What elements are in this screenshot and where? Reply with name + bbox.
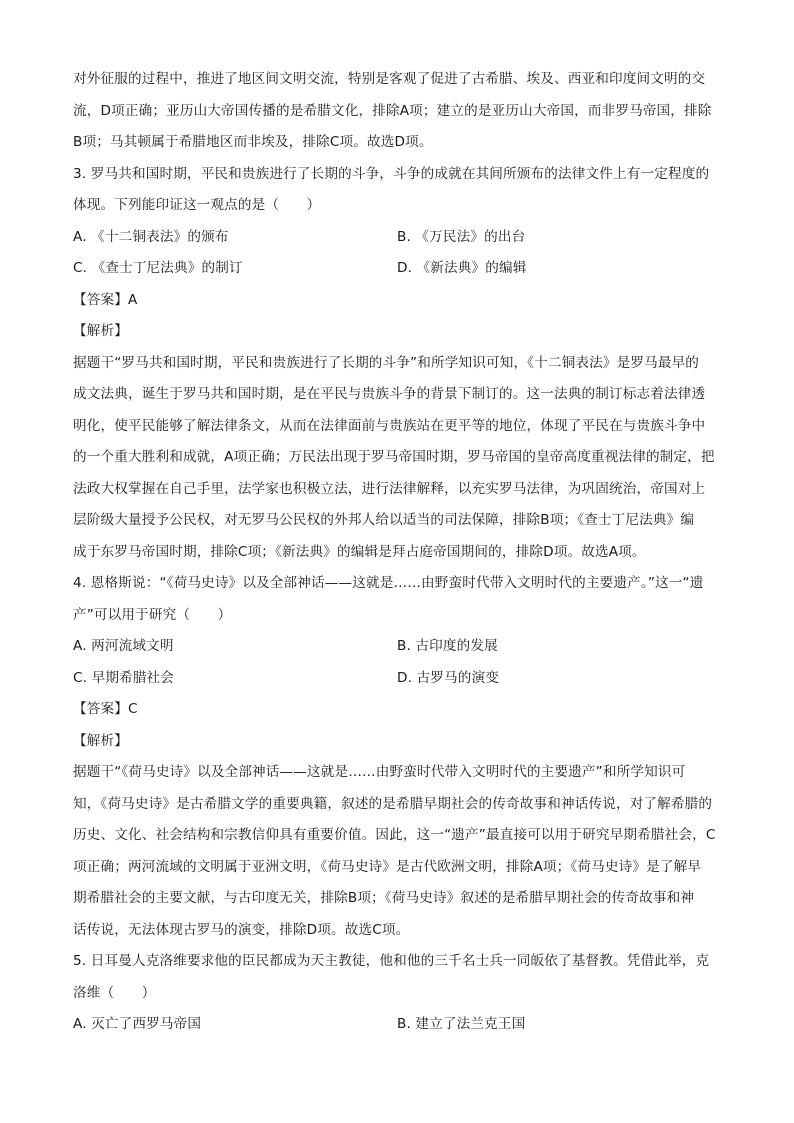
analysis-line: 据题干“罗马共和国时期，平民和贵族进行了长期的斗争”和所学知识可知，《十二铜表法》是罗马最早的	[73, 354, 700, 371]
answer-label: 【答案】C	[73, 701, 138, 717]
analysis-label: 【解析】	[73, 323, 128, 339]
paragraph-line: 流，D项正确；亚历山大帝国传播的是希腊文化，排除A项；建立的是亚历山大帝国，而非罗马帝国，排除	[73, 102, 712, 119]
document-page	[73, 64, 733, 1041]
question-stem: 产”可以用于研究（ ）	[73, 606, 232, 623]
option-a: A. 灭亡了西罗马帝国	[73, 1016, 202, 1032]
analysis-line: 据题干“《荷马史诗》以及全部神话——这就是……由野蛮时代带入文明时代的主要遗产”和所学知识可	[73, 764, 686, 780]
option-b: B. 建立了法兰克王国	[397, 1016, 526, 1032]
option-row	[73, 253, 733, 285]
option-a: A. 两河流域文明	[73, 638, 174, 654]
analysis-line: 话传说，无法体现古罗马的演变，排除D项。故选C项。	[73, 921, 410, 938]
analysis-line: 历史、文化、社会结构和宗教信仰具有重要价值。因此，这一“遗产”最直接可以用于研究早期希腊社会，C	[73, 827, 716, 843]
option-c: C. 《查士丁尼法典》的制订	[73, 260, 243, 276]
paragraph-line: 对外征服的过程中，推进了地区间文明交流，特别是客观了促进了古希腊、埃及、西亚和印度间文明的交	[73, 71, 706, 87]
analysis-line: 法政大权掌握在自己手里，法学家也积极立法，进行法律解释，以充实罗马法律，为巩固统治，帝国对上	[73, 480, 706, 497]
analysis-line: 项正确；两河流域的文明属于亚洲文明，《荷马史诗》是古代欧洲文明，排除A项；《荷马史诗》是了解早	[73, 858, 702, 875]
option-row	[73, 222, 733, 254]
option-b: B. 《万民法》的出台	[397, 228, 526, 245]
analysis-line: 的一个重大胜利和成就，A项正确；万民法出现于罗马帝国时期，罗马帝国的皇帝高度重视法律的制定，把	[73, 449, 715, 465]
option-a: A. 《十二铜表法》的颁布	[73, 228, 229, 245]
option-d: D. 古罗马的演变	[397, 669, 500, 686]
analysis-line: 层阶级大量授予公民权，对无罗马公民权的外邦人给以适当的司法保障，排除B项；《查士丁尼法典》编	[73, 512, 695, 528]
analysis-line: 期希腊社会的主要文献，与古印度无关，排除B项；《荷马史诗》叙述的是希腊早期社会的传奇故事和神	[73, 890, 695, 906]
question-stem: 5. 日耳曼人克洛维要求他的臣民都成为天主教徒，他和他的三千名士兵一同皈依了基督教。凭借此举，克	[73, 953, 710, 969]
analysis-label: 【解析】	[73, 732, 128, 749]
option-row	[73, 631, 733, 663]
option-d: D. 《新法典》的编辑	[397, 260, 527, 276]
question-stem: 体现。下列能印证这一观点的是（ ）	[73, 197, 321, 213]
option-row	[73, 1009, 733, 1041]
analysis-line: 成于东罗马帝国时期，排除C项；《新法典》的编辑是拜占庭帝国期间的，排除D项。故选A项。	[73, 543, 646, 560]
option-c: C. 早期希腊社会	[73, 669, 175, 686]
option-b: B. 古印度的发展	[397, 638, 498, 654]
question-stem: 洛维（ ）	[73, 984, 156, 1001]
question-stem: 4. 恩格斯说：“《荷马史诗》以及全部神话——这就是……由野蛮时代带入文明时代的主要遗产。”这一“遗	[73, 575, 704, 591]
paragraph-line: B项；马其顿属于希腊地区而非埃及，排除C项。故选D项。	[73, 134, 433, 150]
answer-label: 【答案】A	[73, 291, 138, 308]
question-stem: 3. 罗马共和国时期，平民和贵族进行了长期的斗争，斗争的成就在其间所颁布的法律文件上有一定程度的	[73, 165, 710, 182]
analysis-line: 明化，使平民能够了解法律条文，从而在法律面前与贵族站在更平等的地位，体现了平民在与贵族斗争中	[73, 417, 706, 434]
option-row	[73, 663, 733, 695]
analysis-line: 成文法典，诞生于罗马共和国时期，是在平民与贵族斗争的背景下制订的。这一法典的制订标志着法律透	[73, 386, 706, 402]
analysis-line: 知，《荷马史诗》是古希腊文学的重要典籍，叙述的是希腊早期社会的传奇故事和神话传说，对了解希腊的	[73, 795, 713, 812]
